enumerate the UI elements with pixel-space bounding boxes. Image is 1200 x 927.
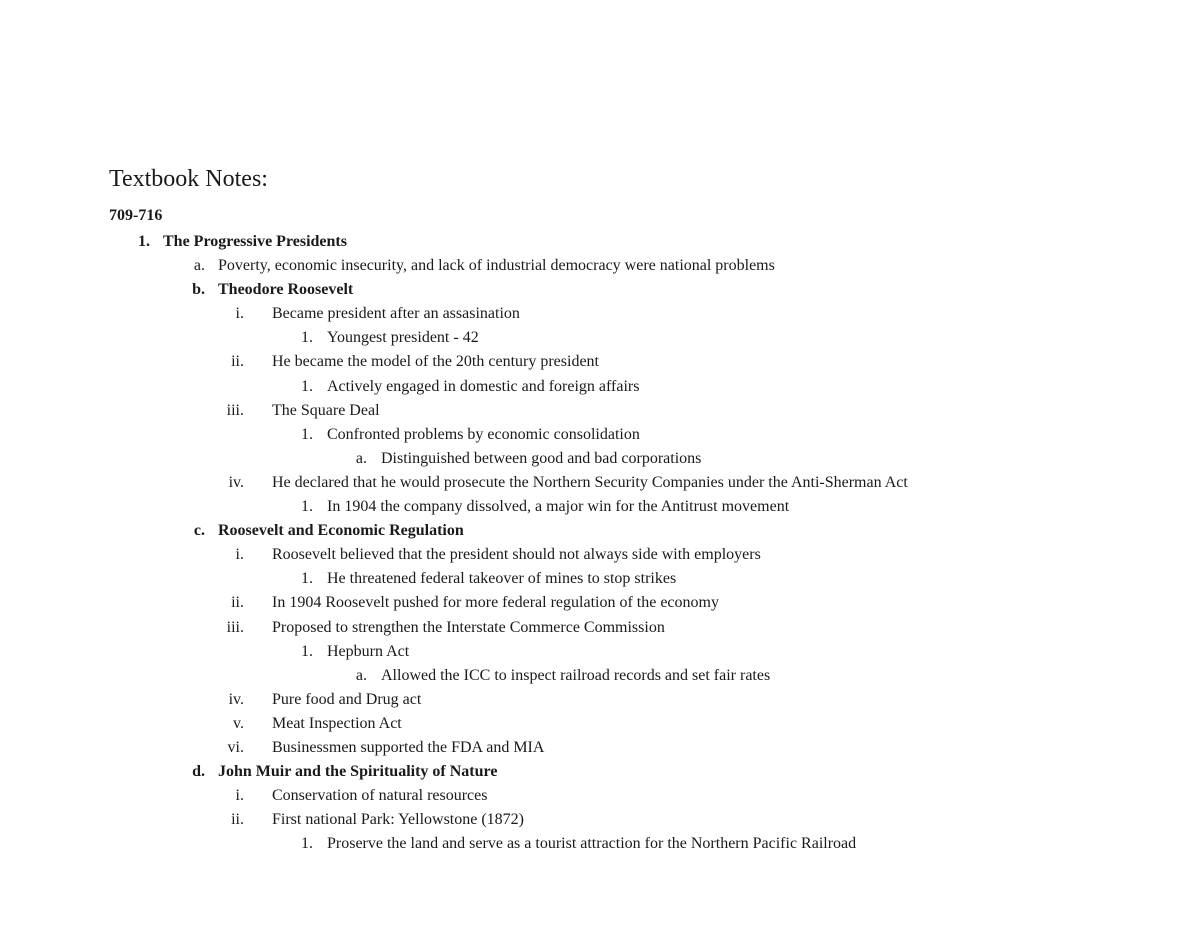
outline-item-level-3 bbox=[0, 688, 1200, 712]
list-marker: b. bbox=[192, 281, 205, 299]
outline-item-level-3 bbox=[0, 543, 1200, 567]
list-marker: a. bbox=[193, 257, 205, 275]
list-item-text: The Progressive Presidents bbox=[163, 233, 347, 250]
outline-item-level-2 bbox=[0, 254, 1200, 278]
list-marker: 1. bbox=[301, 498, 313, 516]
outline-item-level-3 bbox=[0, 808, 1200, 832]
list-marker: i. bbox=[235, 546, 244, 564]
outline-item-level-3 bbox=[0, 784, 1200, 808]
outline-item-level-3 bbox=[0, 736, 1200, 760]
list-item-text: First national Park: Yellowstone (1872) bbox=[272, 811, 524, 829]
list-marker: 1. bbox=[301, 377, 313, 395]
outline-item-level-3 bbox=[0, 591, 1200, 615]
list-marker: v. bbox=[233, 714, 244, 732]
list-item-text: Proserve the land and serve as a tourist attraction for the Northern Pacific Railroad bbox=[327, 835, 857, 853]
list-marker: c. bbox=[193, 522, 205, 540]
list-item-text: He declared that he would prosecute the Northern Security Companies under the Anti-Sherman Act bbox=[272, 473, 908, 491]
list-item-text: Distinguished between good and bad corporations bbox=[381, 449, 702, 467]
list-marker: iii. bbox=[226, 401, 244, 419]
list-item-text: Proposed to strengthen the Interstate Commerce Commission bbox=[272, 618, 665, 636]
outline-item-level-3 bbox=[0, 302, 1200, 326]
list-marker: 1. bbox=[301, 835, 313, 853]
list-item-text: Meat Inspection Act bbox=[272, 714, 402, 732]
list-marker: ii. bbox=[231, 353, 244, 371]
outline-item-level-4 bbox=[0, 640, 1200, 664]
list-item-text: Confronted problems by economic consolidation bbox=[327, 425, 640, 443]
list-item-text: Roosevelt believed that the president should not always side with employers bbox=[272, 546, 761, 564]
notes-outline bbox=[0, 230, 1200, 856]
outline-item-level-3 bbox=[0, 616, 1200, 640]
outline-item-level-2 bbox=[0, 760, 1200, 784]
list-marker: 1. bbox=[138, 233, 150, 250]
list-marker: iv. bbox=[228, 473, 244, 491]
list-item-text: In 1904 the company dissolved, a major win for the Antitrust movement bbox=[327, 498, 790, 516]
list-item-text: Actively engaged in domestic and foreign affairs bbox=[327, 377, 640, 395]
list-marker: i. bbox=[235, 305, 244, 323]
list-marker: iv. bbox=[228, 690, 244, 708]
list-marker: iii. bbox=[226, 618, 244, 636]
list-item-text: He threatened federal takeover of mines to stop strikes bbox=[327, 570, 677, 588]
list-item-text: He became the model of the 20th century president bbox=[272, 353, 599, 371]
outline-item-level-2 bbox=[0, 519, 1200, 543]
list-marker: 1. bbox=[301, 425, 313, 443]
list-item-text: The Square Deal bbox=[272, 401, 380, 419]
outline-item-level-4 bbox=[0, 326, 1200, 350]
outline-item-level-4 bbox=[0, 375, 1200, 399]
outline-item-level-4 bbox=[0, 832, 1200, 856]
list-item-text: Poverty, economic insecurity, and lack of industrial democracy were national problems bbox=[218, 257, 775, 275]
outline-item-level-4 bbox=[0, 423, 1200, 447]
outline-item-level-4 bbox=[0, 567, 1200, 591]
list-marker: a. bbox=[355, 666, 367, 684]
list-item-text: Allowed the ICC to inspect railroad records and set fair rates bbox=[381, 666, 771, 684]
outline-item-level-3 bbox=[0, 712, 1200, 736]
document-title: Textbook Notes: bbox=[109, 166, 268, 192]
list-marker: i. bbox=[235, 787, 244, 805]
list-item-text: Theodore Roosevelt bbox=[218, 281, 354, 299]
list-item-text: Businessmen supported the FDA and MIA bbox=[272, 738, 545, 756]
outline-item-level-4 bbox=[0, 495, 1200, 519]
list-item-text: Conservation of natural resources bbox=[272, 787, 488, 805]
list-marker: ii. bbox=[231, 594, 244, 612]
outline-item-level-1 bbox=[0, 230, 1200, 254]
list-marker: 1. bbox=[301, 329, 313, 347]
outline-item-level-2 bbox=[0, 278, 1200, 302]
list-item-text: Youngest president - 42 bbox=[327, 329, 479, 347]
outline-item-level-5 bbox=[0, 664, 1200, 688]
outline-item-level-3 bbox=[0, 399, 1200, 423]
list-item-text: Hepburn Act bbox=[327, 642, 410, 660]
list-marker: 1. bbox=[301, 570, 313, 588]
list-item-text: Pure food and Drug act bbox=[272, 690, 422, 708]
list-marker: 1. bbox=[301, 642, 313, 660]
page-range-heading: 709-716 bbox=[109, 207, 163, 224]
outline-item-level-5 bbox=[0, 447, 1200, 471]
outline-item-level-3 bbox=[0, 350, 1200, 374]
list-item-text: Roosevelt and Economic Regulation bbox=[218, 522, 464, 540]
list-marker: vi. bbox=[227, 738, 244, 756]
outline-item-level-3 bbox=[0, 471, 1200, 495]
list-item-text: Became president after an assasination bbox=[272, 305, 520, 323]
list-item-text: John Muir and the Spirituality of Nature bbox=[218, 763, 498, 781]
list-marker: a. bbox=[355, 449, 367, 467]
list-marker: d. bbox=[192, 763, 205, 781]
list-marker: ii. bbox=[231, 811, 244, 829]
list-item-text: In 1904 Roosevelt pushed for more federal regulation of the economy bbox=[272, 594, 719, 612]
